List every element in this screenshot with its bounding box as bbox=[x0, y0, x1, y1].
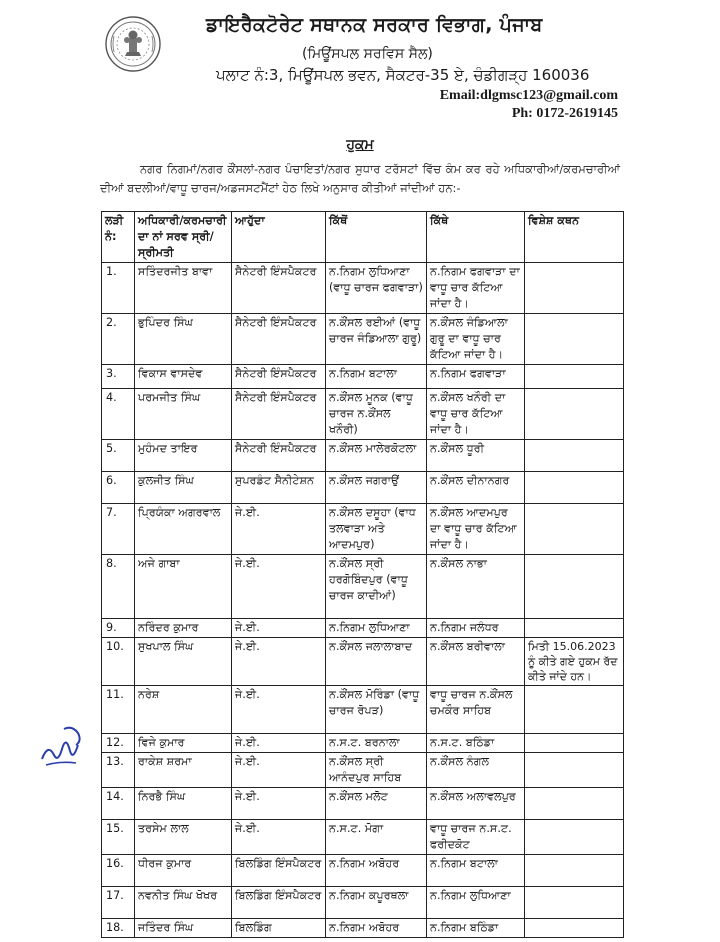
cell-remarks bbox=[525, 389, 624, 440]
cell-from: ਨ.ਨਿਗਮ ਬਟਾਲਾ bbox=[326, 365, 427, 389]
table-row bbox=[102, 887, 624, 919]
table-row bbox=[102, 734, 624, 753]
cell-name: ਪ੍ਰਿਯੰਕਾ ਅਗਰਵਾਲ bbox=[135, 504, 232, 555]
cell-name: ਰਾਕੇਸ਼ ਸ਼ਰਮਾ bbox=[135, 753, 232, 788]
cell-from: ਨ.ਨਿਗਮ ਅਬੋਹਰ bbox=[326, 855, 427, 887]
table-body bbox=[102, 263, 624, 938]
cell-from: ਨ.ਕੌਂਸਲ ਜਲਾਲਾਬਾਦ bbox=[326, 638, 427, 686]
table-row bbox=[102, 365, 624, 389]
cell-name: ਸਤਿੰਦਰਜੀਤ ਬਾਵਾ bbox=[135, 263, 232, 314]
cell-to: ਨ.ਨਿਗਮ ਫਗਵਾੜਾ bbox=[427, 365, 525, 389]
cell-from: ਨ.ਸ.ਟ. ਮੋਗਾ bbox=[326, 820, 427, 855]
cell-sr: 11. bbox=[102, 686, 135, 734]
cell-name: ਵਿਜੇ ਕੁਮਾਰ bbox=[135, 734, 232, 753]
cell-sr: 6. bbox=[102, 472, 135, 504]
table-header-row bbox=[102, 212, 624, 263]
cell-from: ਨ.ਕੌਂਸਲ ਦਸੂਹਾ (ਵਾਧ ਤਲਵਾੜਾ ਅਤੇ ਆਦਮਪੁਰ) bbox=[326, 504, 427, 555]
table-row bbox=[102, 314, 624, 365]
cell-remarks bbox=[525, 504, 624, 555]
table-row bbox=[102, 504, 624, 555]
cell-remarks bbox=[525, 734, 624, 753]
cell-to: ਨ.ਕੌਂਸਲ ਦੀਨਾਨਗਰ bbox=[427, 472, 525, 504]
cell-to: ਨ.ਨਿਗਮ ਬਟਾਲਾ bbox=[427, 855, 525, 887]
cell-name: ਪਰਮਜੀਤ ਸਿੰਘ bbox=[135, 389, 232, 440]
cell-sr: 17. bbox=[102, 887, 135, 919]
cell-post: ਸੈਨੇਟਰੀ ਇੰਸਪੈਕਟਰ bbox=[232, 389, 326, 440]
cell-to: ਵਾਧੂ ਚਾਰਜ ਨ.ਸ.ਟ. ਫਰੀਦਕੋਟ bbox=[427, 820, 525, 855]
department-phone: Ph: 0172-2619145 bbox=[511, 106, 618, 121]
department-email: Email:dlgmsc123@gmail.com bbox=[439, 88, 618, 103]
cell-name: ਤਰਸੇਮ ਲਾਲ bbox=[135, 820, 232, 855]
cell-remarks bbox=[525, 919, 624, 938]
cell-sr: 3. bbox=[102, 365, 135, 389]
cell-name: ਨਵਨੀਤ ਸਿੰਘ ਖੋਖਰ bbox=[135, 887, 232, 919]
cell-sr: 13. bbox=[102, 753, 135, 788]
cell-name: ਧੀਰਜ ਕੁਮਾਰ bbox=[135, 855, 232, 887]
cell-sr: 2. bbox=[102, 314, 135, 365]
cell-sr: 4. bbox=[102, 389, 135, 440]
cell-remarks bbox=[525, 365, 624, 389]
cell-name: ਨਰਿੰਦਰ ਕੁਮਾਰ bbox=[135, 619, 232, 638]
table-row bbox=[102, 472, 624, 504]
cell-post: ਜੇ.ਈ. bbox=[232, 504, 326, 555]
cell-from: ਨ.ਕੌਂਸਲ ਸ੍ਰੀ ਹਰਗੋਬਿੰਦਪੁਰ (ਵਾਧੂ ਚਾਰਜ ਕਾਦੀਆਂ) bbox=[326, 555, 427, 619]
cell-name: ਅਜੇ ਗਾਬਾ bbox=[135, 555, 232, 619]
header-name: ਅਧਿਕਾਰੀ/ਕਰਮਚਾਰੀ ਦਾ ਨਾਂ ਸਰਵ ਸ੍ਰੀ/ਸ੍ਰੀਮਤੀ bbox=[135, 212, 232, 263]
cell-post: ਜੇ.ਈ. bbox=[232, 638, 326, 686]
cell-remarks bbox=[525, 855, 624, 887]
cell-post: ਜੇ.ਈ. bbox=[232, 555, 326, 619]
cell-remarks bbox=[525, 472, 624, 504]
cell-from: ਨ.ਸ.ਟ. ਬਰਨਾਲਾ bbox=[326, 734, 427, 753]
cell-to: ਵਾਧੂ ਚਾਰਜ ਨ.ਕੌਂਸਲ ਚਮਕੌਰ ਸਾਹਿਬ bbox=[427, 686, 525, 734]
cell-sr: 18. bbox=[102, 919, 135, 938]
cell-sr: 14. bbox=[102, 788, 135, 820]
cell-post: ਜੇ.ਈ. bbox=[232, 788, 326, 820]
table-row bbox=[102, 389, 624, 440]
header-sr: ਲੜੀ ਨੰ: bbox=[102, 212, 135, 263]
cell-remarks bbox=[525, 314, 624, 365]
cell-post: ਜੇ.ਈ. bbox=[232, 686, 326, 734]
cell-sr: 5. bbox=[102, 440, 135, 472]
table-row bbox=[102, 555, 624, 619]
cell-sr: 15. bbox=[102, 820, 135, 855]
cell-post: ਜੇ.ਈ. bbox=[232, 619, 326, 638]
table-row bbox=[102, 638, 624, 686]
cell-from: ਨ.ਨਿਗਮ ਲੁਧਿਆਣਾ bbox=[326, 619, 427, 638]
cell-name: ਵਿਕਾਸ ਵਾਸਦੇਵ bbox=[135, 365, 232, 389]
table-row bbox=[102, 820, 624, 855]
cell-from: ਨ.ਕੌਂਸਲ ਮਲੋਟ bbox=[326, 788, 427, 820]
header-from: ਕਿੱਥੋਂ bbox=[326, 212, 427, 263]
cell-to: ਨ.ਕੌਂਸਲ ਬਰੀਵਾਲਾ bbox=[427, 638, 525, 686]
cell-remarks bbox=[525, 263, 624, 314]
table-row bbox=[102, 263, 624, 314]
cell-to: ਨ.ਸ.ਟ. ਬਠਿੰਡਾ bbox=[427, 734, 525, 753]
cell-to: ਨ.ਕੌਂਸਲ ਜੰਡਿਆਲਾ ਗੁਰੂ ਦਾ ਵਾਧੂ ਚਾਰ ਕੱਟਿਆ ਜਾਂਦਾ ਹੈ। bbox=[427, 314, 525, 365]
cell-remarks bbox=[525, 619, 624, 638]
intro-paragraph: ਨਗਰ ਨਿਗਮਾਂ/ਨਗਰ ਕੌਂਸਲਾਂ-ਨਗਰ ਪੰਚਾਇਤਾਂ/ਨਗਰ ਸੁਧਾਰ ਟਰੱਸਟਾਂ ਵਿੱਚ ਕੰਮ ਕਰ ਰਹੇ ਅਧਿਕਾਰੀਆਂ/ਕਰਮਚਾਰੀਆਂ ਦੀਆਂ ਬਦਲੀਆਂ/ਵਾਧੂ ਚਾਰਜ/ਅਡਜਸਟਮੈਂਟਾਂ ਹੇਠ ਲਿਖੇ ਅਨੁਸਾਰ ਕੀਤੀਆਂ ਜਾਂਦੀਆਂ ਹਨ:- bbox=[100, 162, 620, 195]
cell-post: ਜੇ.ਈ. bbox=[232, 753, 326, 788]
cell-to: ਨ.ਕੌਂਸਲ ਆਦਮਪੁਰ ਦਾ ਵਾਧੂ ਚਾਰ ਕੱਟਿਆ ਜਾਂਦਾ ਹੈ। bbox=[427, 504, 525, 555]
order-heading bbox=[0, 137, 720, 153]
cell-name: ਮੁਹੰਮਦ ਤਾਇਰ bbox=[135, 440, 232, 472]
cell-sr: 10. bbox=[102, 638, 135, 686]
cell-name: ਸੁਖਪਾਲ ਸਿੰਘ bbox=[135, 638, 232, 686]
cell-remarks bbox=[525, 820, 624, 855]
header-post: ਆਹੁੱਦਾ bbox=[232, 212, 326, 263]
cell-remarks bbox=[525, 753, 624, 788]
department-subtitle: (ਮਿਊਂਸਪਲ ਸਰਵਿਸ ਸੈਲ) bbox=[302, 46, 433, 62]
cell-post: ਜੇ.ਈ. bbox=[232, 734, 326, 753]
table-row bbox=[102, 788, 624, 820]
table-row bbox=[102, 855, 624, 887]
cell-post: ਸੈਨੇਟਰੀ ਇੰਸਪੈਕਟਰ bbox=[232, 263, 326, 314]
cell-remarks bbox=[525, 686, 624, 734]
cell-from: ਨ.ਕੌਂਸਲ ਸ੍ਰੀ ਆਨੰਦਪੁਰ ਸਾਹਿਬ bbox=[326, 753, 427, 788]
cell-post: ਸੁਪਰਡੰਟ ਸੈਨੀਟੇਸ਼ਨ bbox=[232, 472, 326, 504]
cell-sr: 8. bbox=[102, 555, 135, 619]
cell-from: ਨ.ਨਿਗਮ ਲੁਧਿਆਣਾ (ਵਾਧੂ ਚਾਰਜ ਫਗਵਾੜਾ) bbox=[326, 263, 427, 314]
cell-sr: 7. bbox=[102, 504, 135, 555]
cell-name: ਨਿਰਭੈ ਸਿੰਘ bbox=[135, 788, 232, 820]
cell-remarks bbox=[525, 440, 624, 472]
cell-to: ਨ.ਕੌਂਸਲ ਖਨੌਰੀ ਦਾ ਵਾਧੂ ਚਾਰ ਕੱਟਿਆ ਜਾਂਦਾ ਹੈ। bbox=[427, 389, 525, 440]
cell-to: ਨ.ਕੌਂਸਲ ਅਲਾਵਲਪੁਰ bbox=[427, 788, 525, 820]
table-row bbox=[102, 919, 624, 938]
table-row bbox=[102, 440, 624, 472]
handwritten-signature-icon bbox=[36, 715, 96, 775]
cell-from: ਨ.ਨਿਗਮ ਕਪੂਰਥਲਾ bbox=[326, 887, 427, 919]
table-row bbox=[102, 619, 624, 638]
cell-sr: 9. bbox=[102, 619, 135, 638]
order-heading-text: ਹੁਕਮ bbox=[346, 137, 374, 153]
cell-remarks: ਮਿਤੀ 15.06.2023 ਨੂੰ ਕੀਤੇ ਗਏ ਹੁਕਮ ਰੱਦ ਕੀਤੇ ਜਾਂਦੇ ਹਨ। bbox=[525, 638, 624, 686]
cell-sr: 16. bbox=[102, 855, 135, 887]
cell-name: ਭੁਪਿੰਦਰ ਸਿੰਘ bbox=[135, 314, 232, 365]
transfer-table bbox=[101, 211, 624, 938]
cell-post: ਸੈਨੇਟਰੀ ਇੰਸਪੈਕਟਰ bbox=[232, 365, 326, 389]
cell-from: ਨ.ਕੌਂਸਲ ਰਈਆਂ (ਵਾਧੂ ਚਾਰਜ ਜੰਡਿਆਲਾ ਗੁਰੂ) bbox=[326, 314, 427, 365]
cell-from: ਨ.ਨਿਗਮ ਅਬੋਹਰ bbox=[326, 919, 427, 938]
cell-to: ਨ.ਨਿਗਮ ਲੁਧਿਆਣਾ bbox=[427, 887, 525, 919]
cell-to: ਨ.ਕੌਂਸਲ ਨੰਗਲ bbox=[427, 753, 525, 788]
cell-from: ਨ.ਕੌਂਸਲ ਮਾਲੇਰਕੋਟਲਾ bbox=[326, 440, 427, 472]
cell-to: ਨ.ਨਿਗਮ ਫਗਵਾੜਾ ਦਾ ਵਾਧੂ ਚਾਰ ਕੱਟਿਆ ਜਾਂਦਾ ਹੈ। bbox=[427, 263, 525, 314]
cell-remarks bbox=[525, 788, 624, 820]
cell-post: ਜੇ.ਈ. bbox=[232, 820, 326, 855]
cell-to: ਨ.ਕੌਂਸਲ ਨਾਭਾ bbox=[427, 555, 525, 619]
table-row bbox=[102, 753, 624, 788]
cell-from: ਨ.ਕੌਂਸਲ ਜਗਰਾਉਂ bbox=[326, 472, 427, 504]
cell-name: ਨਰੇਸ਼ bbox=[135, 686, 232, 734]
cell-to: ਨ.ਨਿਗਮ ਜਲੰਧਰ bbox=[427, 619, 525, 638]
cell-to: ਨ.ਨਿਗਮ ਬਠਿੰਡਾ bbox=[427, 919, 525, 938]
cell-from: ਨ.ਕੌਂਸਲ ਮੋਰਿੰਡਾ (ਵਾਧੂ ਚਾਰਜ ਰੋਪੜ) bbox=[326, 686, 427, 734]
cell-name: ਕੁਲਜੀਤ ਸਿੰਘ bbox=[135, 472, 232, 504]
header-to: ਕਿੱਥੇ bbox=[427, 212, 525, 263]
emblem-seal-icon bbox=[104, 14, 162, 74]
cell-post: ਬਿਲਡਿੰਗ ਇੰਸਪੈਕਟਰ bbox=[232, 887, 326, 919]
cell-post: ਸੈਨੇਟਰੀ ਇੰਸਪੈਕਟਰ bbox=[232, 440, 326, 472]
cell-name: ਜਤਿੰਦਰ ਸਿੰਘ bbox=[135, 919, 232, 938]
cell-sr: 12. bbox=[102, 734, 135, 753]
table-row bbox=[102, 686, 624, 734]
cell-remarks bbox=[525, 887, 624, 919]
cell-post: ਬਿਲਡਿੰਗ bbox=[232, 919, 326, 938]
header-remarks: ਵਿਸ਼ੇਸ਼ ਕਥਨ bbox=[525, 212, 624, 263]
department-address: ਪਲਾਟ ਨੰ:3, ਮਿਊਂਸਪਲ ਭਵਨ, ਸੈਕਟਰ-35 ਏ, ਚੰਡੀਗੜ੍ਹ 160036 bbox=[216, 66, 590, 84]
cell-from: ਨ.ਕੌਂਸਲ ਮੂਨਕ (ਵਾਧੂ ਚਾਰਜ ਨ.ਕੌਂਸਲ ਖਨੌਰੀ) bbox=[326, 389, 427, 440]
cell-sr: 1. bbox=[102, 263, 135, 314]
cell-remarks bbox=[525, 555, 624, 619]
cell-to: ਨ.ਕੌਂਸਲ ਧੂਰੀ bbox=[427, 440, 525, 472]
cell-post: ਬਿਲਡਿੰਗ ਇੰਸਪੈਕਟਰ bbox=[232, 855, 326, 887]
cell-post: ਸੈਨੇਟਰੀ ਇੰਸਪੈਕਟਰ bbox=[232, 314, 326, 365]
department-title: ਡਾਇਰੈਕਟੋਰੇਟ ਸਥਾਨਕ ਸਰਕਾਰ ਵਿਭਾਗ, ਪੰਜਾਬ bbox=[206, 14, 543, 36]
